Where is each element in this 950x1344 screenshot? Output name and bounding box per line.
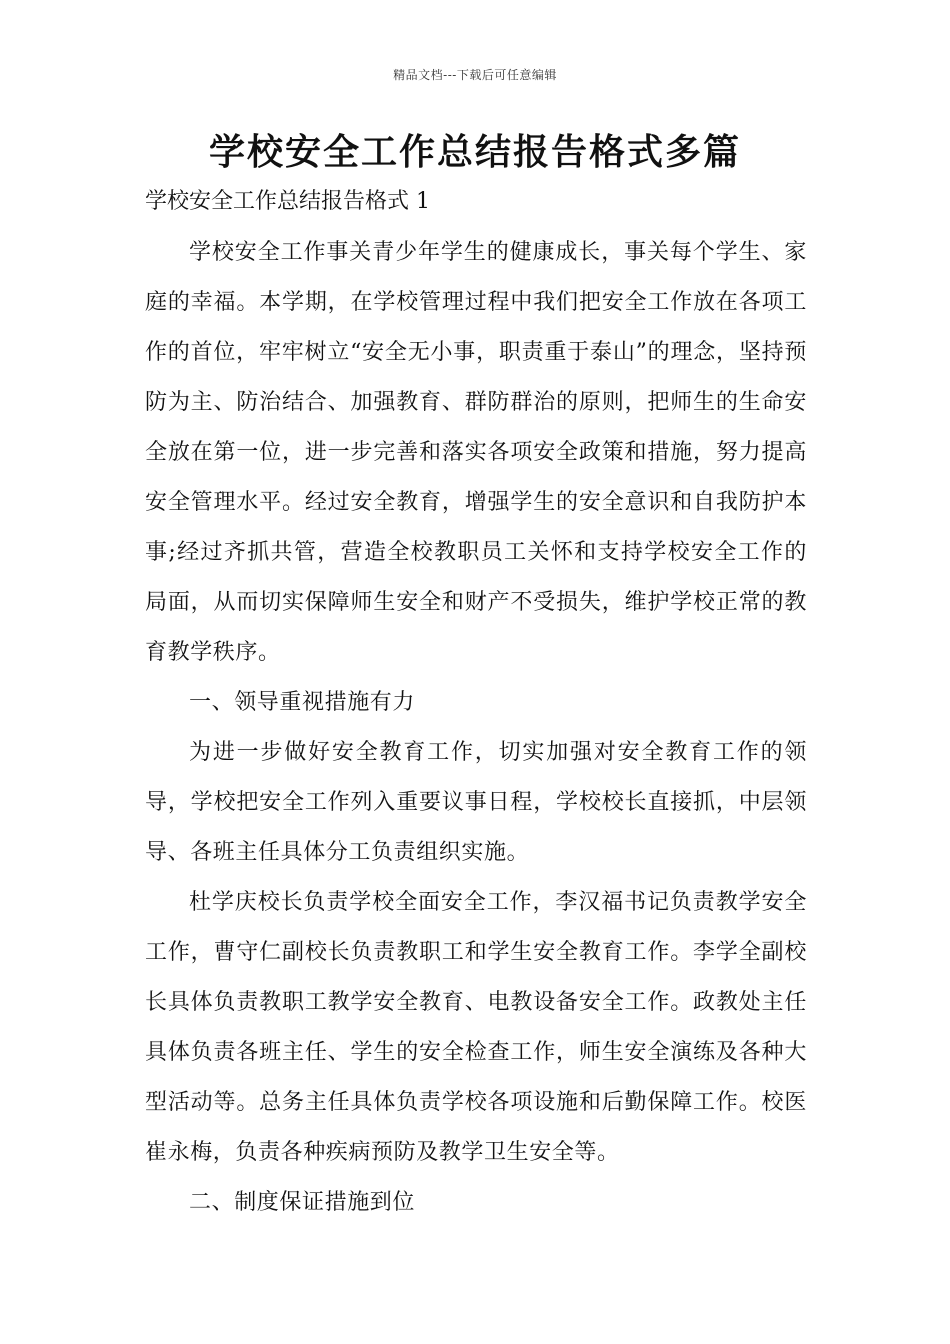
paragraph: 杜学庆校长负责学校全面安全工作，李汉福书记负责教学安全工作，曹守仁副校长负责教职工和学生安全教育工作。李学全副校长具体负责教职工教学安全教育、电教设备安全工作。政教处主任具体负责各班主任、学生的安全检查工作，师生安全演练及各种大型活动等。总务主任具体负责学校各项设施和后勤保障工作。校医崔永梅，负责各种疾病预防及教学卫生安全等。: [145, 890, 807, 1165]
header-note: 精品文档---下载后可任意编辑: [393, 68, 557, 82]
paragraph: 学校安全工作事关青少年学生的健康成长，事关每个学生、家庭的幸福。本学期，在学校管理过程中我们把安全工作放在各项工作的首位，牢牢树立“安全无小事，职责重于泰山”的理念，坚持预防为主、防治结合、加强教育、群防群治的原则，把师生的生命安全放在第一位，进一步完善和落实各项安全政策和措施，努力提高安全管理水平。经过安全教育，增强学生的安全意识和自我防护本事;经过齐抓共管，营造全校教职员工关怀和支持学校安全工作的局面，从而切实保障师生安全和财产不受损失，维护学校正常的教育教学秩序。: [145, 240, 807, 665]
document-body: [145, 228, 807, 1228]
subheading: 二、制度保证措施到位: [189, 1190, 416, 1215]
section-heading: 学校安全工作总结报告格式 1: [145, 189, 430, 214]
paragraph: 为进一步做好安全教育工作，切实加强对安全教育工作的领导，学校把安全工作列入重要议事日程，学校校长直接抓，中层领导、各班主任具体分工负责组织实施。: [145, 740, 807, 865]
document-title: 学校安全工作总结报告格式多篇: [208, 132, 741, 173]
subheading: 一、领导重视措施有力: [189, 690, 416, 715]
